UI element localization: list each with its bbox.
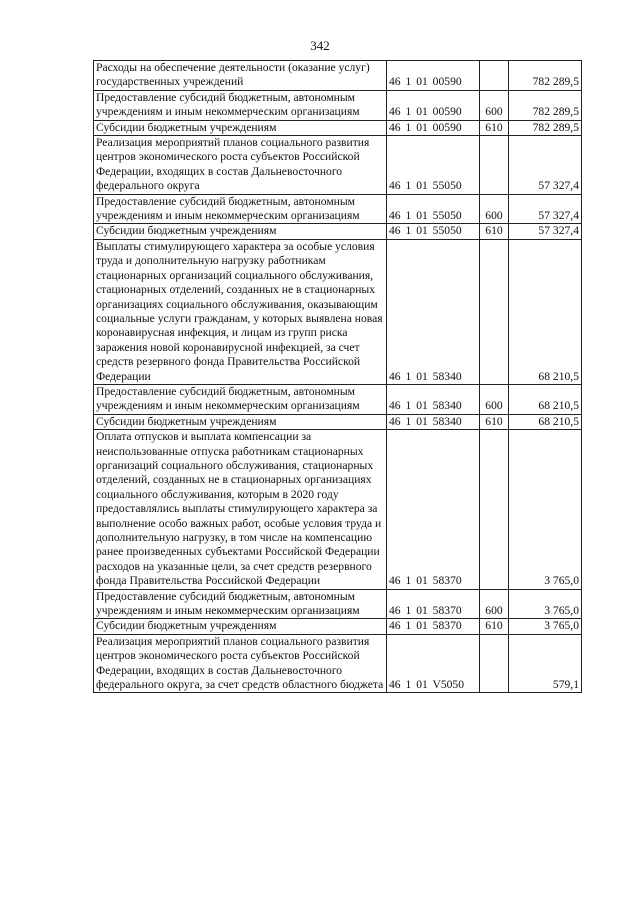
row-name: Субсидии бюджетным учреждениям [94,414,387,429]
row-name: Расходы на обеспечение деятельности (оказание услуг) государственных учреждений [94,61,387,91]
row-name: Выплаты стимулирующего характера за особые условия труда и дополнительную нагрузку работникам стационарных организаций социального обслуживания, стационарных отделений, созданных не в стационарных организациях социального обслуживания, оказывающим социальные услуги гражданам, у которых выявлена новая коронавирусная инфекция, и лицам из групп риска заражения новой коронавирусной инфекцией, за счет средств резервного фонда Правительства Российской Федерации [94,239,387,384]
row-code: 46 1 01 V5050 [387,634,480,693]
row-code: 46 1 01 00590 [387,120,480,135]
row-code: 46 1 01 55050 [387,224,480,239]
table-row [94,634,582,693]
row-vr [480,634,509,693]
row-sum: 57 327,4 [509,194,582,224]
row-sum: 782 289,5 [509,90,582,120]
row-code: 46 1 01 58340 [387,239,480,384]
row-name: Предоставление субсидий бюджетным, автономным учреждениям и иным некоммерческим организациям [94,194,387,224]
row-code: 46 1 01 00590 [387,90,480,120]
table-row [94,61,582,91]
table-row [94,239,582,384]
row-sum: 3 765,0 [509,619,582,634]
row-sum: 68 210,5 [509,414,582,429]
row-vr: 610 [480,414,509,429]
row-sum: 57 327,4 [509,136,582,195]
row-vr [480,239,509,384]
row-vr: 600 [480,589,509,619]
row-sum: 579,1 [509,634,582,693]
row-sum: 68 210,5 [509,384,582,414]
row-vr: 610 [480,619,509,634]
row-vr: 600 [480,90,509,120]
row-vr: 610 [480,120,509,135]
row-name: Субсидии бюджетным учреждениям [94,120,387,135]
table-row [94,224,582,239]
row-vr: 600 [480,194,509,224]
table-row [94,136,582,195]
row-vr: 600 [480,384,509,414]
row-vr [480,136,509,195]
row-sum: 68 210,5 [509,239,582,384]
table-row [94,430,582,589]
table-row [94,120,582,135]
row-name: Предоставление субсидий бюджетным, автономным учреждениям и иным некоммерческим организациям [94,589,387,619]
row-code: 46 1 01 00590 [387,61,480,91]
row-sum: 3 765,0 [509,589,582,619]
row-sum: 782 289,5 [509,120,582,135]
row-code: 46 1 01 58340 [387,384,480,414]
row-code: 46 1 01 55050 [387,194,480,224]
row-code: 46 1 01 58340 [387,414,480,429]
table-row [94,90,582,120]
row-name: Оплата отпусков и выплата компенсации за неиспользованные отпуска работникам стационарных организаций социального обслуживания, стационарных отделений, созданных не в стационарных организациях социального обслуживания, которым в 2020 году предоставлялись выплаты стимулирующего характера за выполнение особо важных работ, особые условия труда и дополнительную нагрузку, в том числе на компенсацию ранее произведенных субъектами Российской Федерации расходов на указанные цели, за счет средств резервного фонда Правительства Российской Федерации [94,430,387,589]
row-sum: 57 327,4 [509,224,582,239]
row-vr: 610 [480,224,509,239]
table-row [94,194,582,224]
row-sum: 3 765,0 [509,430,582,589]
row-name: Предоставление субсидий бюджетным, автономным учреждениям и иным некоммерческим организациям [94,384,387,414]
table-row [94,384,582,414]
row-name: Реализация мероприятий планов социального развития центров экономического роста субъектов Российской Федерации, входящих в состав Дальневосточного федерального округа [94,136,387,195]
table-row [94,589,582,619]
budget-table [93,60,582,693]
table-row [94,619,582,634]
row-code: 46 1 01 58370 [387,589,480,619]
row-name: Предоставление субсидий бюджетным, автономным учреждениям и иным некоммерческим организациям [94,90,387,120]
row-code: 46 1 01 55050 [387,136,480,195]
row-sum: 782 289,5 [509,61,582,91]
table-row [94,414,582,429]
row-name: Субсидии бюджетным учреждениям [94,224,387,239]
row-vr [480,61,509,91]
row-name: Субсидии бюджетным учреждениям [94,619,387,634]
row-code: 46 1 01 58370 [387,430,480,589]
row-code: 46 1 01 58370 [387,619,480,634]
row-vr [480,430,509,589]
page-number: 342 [310,38,330,53]
row-name: Реализация мероприятий планов социального развития центров экономического роста субъектов Российской Федерации, входящих в состав Дальневосточного федерального округа, за счет средств областного бюджета [94,634,387,693]
